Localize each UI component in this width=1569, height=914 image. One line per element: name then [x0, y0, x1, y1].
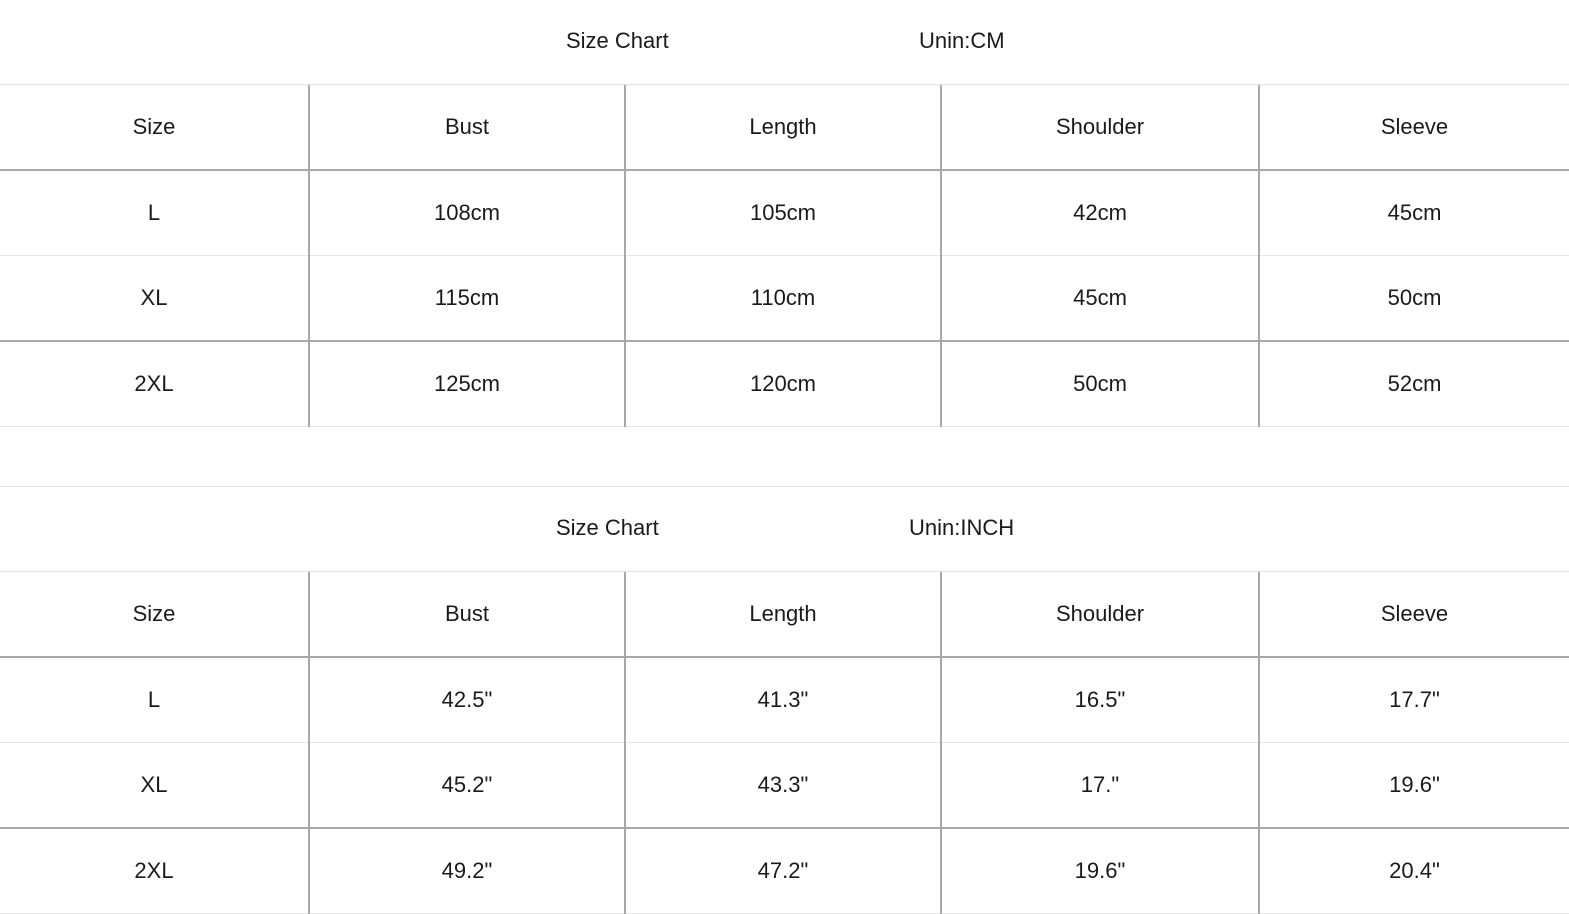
table-row — [0, 341, 1569, 427]
header-shoulder: Shoulder — [941, 85, 1259, 170]
header-sleeve: Sleeve — [1259, 572, 1569, 657]
table-row — [0, 256, 1569, 342]
table-row — [0, 828, 1569, 914]
header-size: Size — [0, 572, 309, 657]
header-bust: Bust — [309, 85, 625, 170]
cell-length: 47.2" — [625, 828, 941, 914]
unit-label: Unin:INCH — [909, 515, 1015, 540]
cell-size: 2XL — [0, 341, 309, 427]
size-chart-inch — [0, 486, 1569, 914]
table-row — [0, 657, 1569, 743]
cell-length: 43.3" — [625, 743, 941, 829]
cell-shoulder: 19.6" — [941, 828, 1259, 914]
cell-bust: 45.2" — [309, 743, 625, 829]
cell-shoulder: 42cm — [941, 170, 1259, 256]
cell-sleeve: 19.6" — [1259, 743, 1569, 829]
table-row — [0, 743, 1569, 829]
cell-length: 120cm — [625, 341, 941, 427]
cell-shoulder: 16.5" — [941, 657, 1259, 743]
cell-shoulder: 50cm — [941, 341, 1259, 427]
unit-label: Unin:CM — [919, 28, 1005, 53]
size-chart-title-row — [0, 0, 1569, 85]
cell-sleeve: 20.4" — [1259, 828, 1569, 914]
size-table — [0, 572, 1569, 914]
cell-sleeve: 45cm — [1259, 170, 1569, 256]
cell-bust: 42.5" — [309, 657, 625, 743]
cell-sleeve: 50cm — [1259, 256, 1569, 342]
header-length: Length — [625, 572, 941, 657]
size-chart-cm — [0, 0, 1569, 427]
cell-length: 105cm — [625, 170, 941, 256]
table-row — [0, 170, 1569, 256]
header-shoulder: Shoulder — [941, 572, 1259, 657]
cell-sleeve: 17.7" — [1259, 657, 1569, 743]
size-chart-title: Size Chart — [556, 515, 659, 540]
cell-bust: 125cm — [309, 341, 625, 427]
header-bust: Bust — [309, 572, 625, 657]
cell-bust: 108cm — [309, 170, 625, 256]
header-size: Size — [0, 85, 309, 170]
table-header-row — [0, 85, 1569, 170]
cell-length: 41.3" — [625, 657, 941, 743]
cell-shoulder: 45cm — [941, 256, 1259, 342]
size-chart-title-row — [0, 486, 1569, 572]
size-chart-title: Size Chart — [566, 28, 669, 53]
cell-shoulder: 17." — [941, 743, 1259, 829]
cell-length: 110cm — [625, 256, 941, 342]
cell-bust: 49.2" — [309, 828, 625, 914]
cell-size: L — [0, 170, 309, 256]
cell-bust: 115cm — [309, 256, 625, 342]
header-sleeve: Sleeve — [1259, 85, 1569, 170]
table-header-row — [0, 572, 1569, 657]
cell-size: 2XL — [0, 828, 309, 914]
header-length: Length — [625, 85, 941, 170]
cell-size: XL — [0, 743, 309, 829]
cell-size: L — [0, 657, 309, 743]
cell-size: XL — [0, 256, 309, 342]
cell-sleeve: 52cm — [1259, 341, 1569, 427]
size-table — [0, 85, 1569, 427]
